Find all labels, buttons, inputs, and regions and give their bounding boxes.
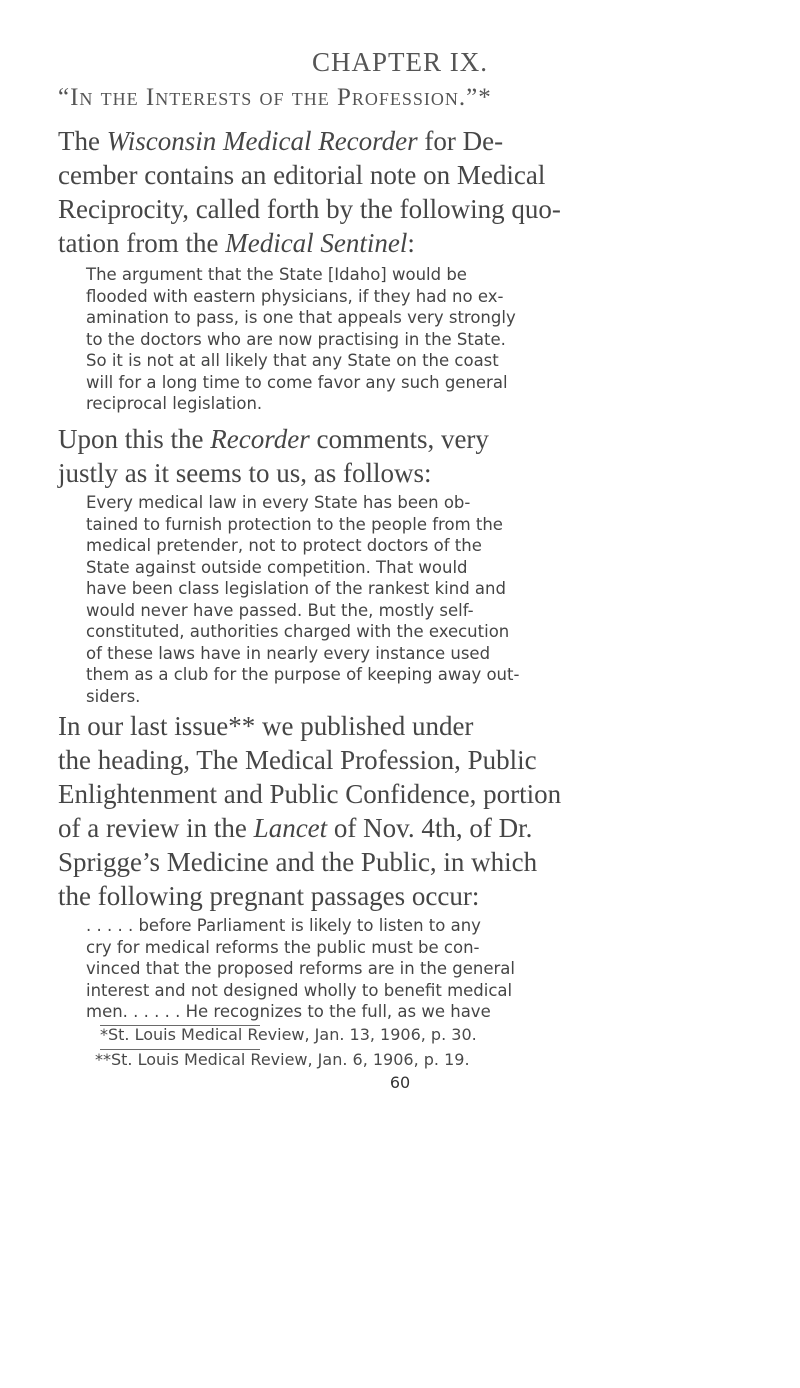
quote-line: them as a club for the purpose of keeping away out- — [86, 665, 520, 684]
quote-line: would never have passed. But the, mostly self- — [86, 600, 474, 620]
quote-line: siders. — [86, 686, 141, 706]
quote-line: The argument that the State [Idaho] would be — [86, 265, 467, 284]
quote-line: amination to pass, is one that appeals very strongly — [86, 308, 516, 327]
quote-line: will for a long time to come favor any such general — [86, 372, 508, 392]
quote-line: vinced that the proposed reforms are in the general — [86, 959, 515, 978]
chapter-heading: CHAPTER IX. — [311, 47, 488, 77]
paragraph-lancet — [58, 709, 770, 913]
footnote-2: **St. Louis Medical Review, Jan. 6, 1906, p. 19. — [95, 1050, 470, 1069]
quote-line: State against outside competition. That would — [86, 557, 468, 577]
quote-line: men. . . . . . He recognizes to the full, as we have — [86, 1002, 491, 1021]
block-quote-sentinel — [86, 264, 770, 415]
publication-title: Recorder — [210, 424, 310, 454]
text-line: the following pregnant passages occur: — [58, 881, 480, 911]
quote-line: of these laws have in nearly every instance used — [86, 643, 491, 663]
publication-title: Wisconsin Medical Recorder — [106, 126, 418, 156]
quote-line: flooded with eastern physicians, if they had no ex- — [86, 286, 504, 306]
quote-line: Every medical law in every State has been ob- — [86, 493, 471, 512]
block-quote-lancet — [86, 915, 770, 1023]
quote-line: reciprocal legislation. — [86, 394, 263, 413]
text-line: of a review in the Lancet of Nov. 4th, of Dr. — [58, 813, 533, 843]
text-line: Upon this the Recorder comments, very — [58, 424, 489, 454]
publication-title: Medical Sentinel — [225, 228, 408, 258]
paragraph-recorder — [58, 422, 770, 490]
publication-title: Lancet — [253, 813, 328, 843]
quote-line: medical pretender, not to protect doctors of the — [86, 536, 482, 555]
footnote-1: *St. Louis Medical Review, Jan. 13, 1906, p. 30. — [100, 1025, 477, 1044]
text-line: Reciprocity, called forth by the following quo- — [58, 194, 561, 224]
text-line: Sprigge’s Medicine and the Public, in which — [58, 847, 538, 877]
text-line: The Wisconsin Medical Recorder for De- — [58, 126, 504, 156]
paragraph-intro — [58, 124, 770, 260]
text-line: the heading, The Medical Profession, Public — [58, 745, 537, 775]
section-title: “In the Interests of the Profession.”* — [58, 84, 492, 111]
quote-line: interest and not designed wholly to benefit medical — [86, 980, 513, 1000]
text-line: In our last issue** we published under — [58, 711, 474, 741]
quote-line: So it is not at all likely that any State on the coast — [86, 351, 499, 370]
text-line: cember contains an editorial note on Medical — [58, 160, 546, 190]
quote-line: cry for medical reforms the public must be con- — [86, 937, 480, 957]
quote-line: have been class legislation of the rankest kind and — [86, 579, 506, 598]
quote-line: constituted, authorities charged with the execution — [86, 622, 510, 641]
text-line: justly as it seems to us, as follows: — [58, 458, 432, 488]
block-quote-recorder — [86, 492, 770, 707]
quote-line: tained to furnish protection to the people from the — [86, 514, 503, 534]
text-line: tation from the Medical Sentinel: — [58, 228, 415, 258]
quote-line: . . . . . before Parliament is likely to listen to any — [86, 916, 481, 935]
quote-line: to the doctors who are now practising in the State. — [86, 329, 506, 349]
page-number: 60 — [389, 1073, 411, 1092]
text-line: Enlightenment and Public Confidence, portion — [58, 779, 562, 809]
